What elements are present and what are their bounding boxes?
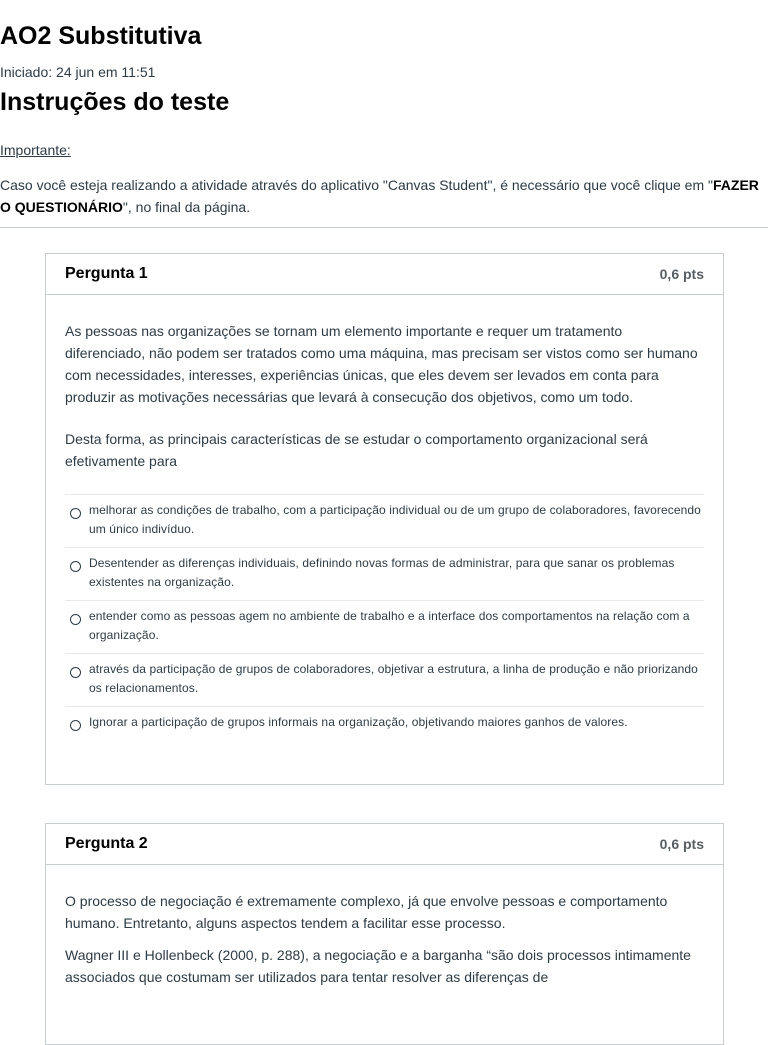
question-1 — [45, 253, 724, 785]
question-name: Pergunta 1 — [65, 265, 148, 282]
answer-label[interactable]: através da participação de grupos de colaboradores, objetivar a estrutura, a linha de produção e não priorizando os relacionamentos. — [89, 662, 698, 695]
question-name: Pergunta 2 — [65, 835, 148, 852]
instructions-text-part2: ", no final da página. — [122, 199, 251, 215]
question-text-continued: Wagner III e Hollenbeck (2000, p. 288), a negociação e a barganha “são dois processos intimamente associados que costumam ser utilizados para tentar resolver as diferenças de — [65, 947, 691, 985]
question-header — [46, 824, 723, 865]
answer-label[interactable]: entender como as pessoas agem no ambiente de trabalho e a interface dos comportamentos na relação com a organização. — [89, 609, 690, 642]
answer-label[interactable]: Ignorar a participação de grupos informais na organização, objetivando maiores ganhos de valores. — [89, 715, 628, 729]
question-points: 0,6 pts — [659, 836, 704, 852]
started-value: 24 jun em 11:51 — [56, 64, 156, 80]
answer-option[interactable] — [65, 600, 704, 653]
text-gap — [65, 934, 704, 944]
started-info — [0, 63, 155, 81]
radio-button-icon[interactable] — [70, 667, 81, 678]
important-label: Importante: — [0, 142, 71, 158]
question-body — [46, 865, 723, 988]
answer-option[interactable] — [65, 547, 704, 600]
quiz-title: AO2 Substitutiva — [0, 22, 202, 50]
started-label: Iniciado: — [0, 64, 53, 80]
answer-option[interactable] — [65, 494, 704, 547]
question-2 — [45, 823, 724, 1045]
radio-button-icon[interactable] — [70, 720, 81, 731]
text-gap — [65, 408, 704, 428]
question-body — [46, 295, 723, 740]
question-prompt: Desta forma, as principais características de se estudar o comportamento organizacional será efetivamente para — [65, 431, 648, 469]
answer-list — [65, 494, 704, 740]
radio-button-icon[interactable] — [70, 561, 81, 572]
question-points: 0,6 pts — [659, 266, 704, 282]
answer-option[interactable] — [65, 653, 704, 706]
instructions-text-bold: FAZER O QUESTIONÁRIO — [0, 177, 759, 215]
instructions-title: Instruções do teste — [0, 88, 230, 116]
answer-label[interactable]: Desentender as diferenças individuais, definindo novas formas de administrar, para que sanar os problemas existentes na organização. — [89, 556, 675, 589]
radio-button-icon[interactable] — [70, 614, 81, 625]
divider — [0, 227, 768, 228]
question-text: O processo de negociação é extremamente complexo, já que envolve pessoas e comportamento humano. Entretanto, alguns aspectos tendem a facilitar esse processo. — [65, 893, 668, 931]
instructions-text — [0, 174, 768, 218]
question-text: As pessoas nas organizações se tornam um elemento importante e requer um tratamento diferenciado, não podem ser tratados como uma máquina, mas precisam ser vistos como ser humano com necessidades, interesses, experiências únicas, que eles devem ser levados em conta para produzir as motivações necessárias que levará à consecução dos objetivos, como um todo. — [65, 323, 698, 405]
answer-label[interactable]: melhorar as condições de trabalho, com a participação individual ou de um grupo de colaboradores, favorecendo um único indivíduo. — [89, 503, 701, 536]
radio-button-icon[interactable] — [70, 508, 81, 519]
answer-option[interactable] — [65, 706, 704, 740]
instructions-text-part1: Caso você esteja realizando a atividade através do aplicativo "Canvas Student", é necessário que você clique em " — [0, 177, 713, 193]
question-header — [46, 254, 723, 295]
